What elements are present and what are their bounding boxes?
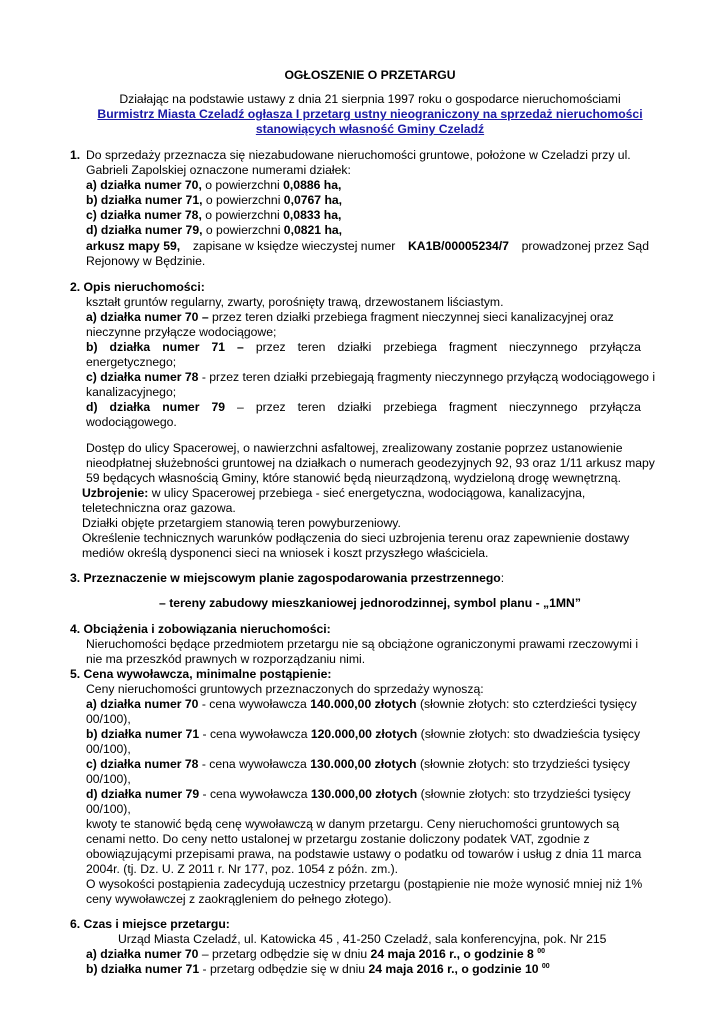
zoning-purpose: – tereny zabudowy mieszkaniowej jednorodzinnej, symbol planu - „1MN” <box>159 596 581 610</box>
plot-area-item: b) działka numer 71, o powierzchni 0,0767 ha, <box>86 193 343 207</box>
section-5-line: cenami netto. Do ceny netto ustalonej w przetargu zostanie doliczony podatek VAT, zgodnie z <box>86 832 590 846</box>
price-item-cont: 00/100), <box>86 742 131 756</box>
price-item: d) działka numer 79 - cena wywoławcza 130.000,00 złotych (słownie złotych: sto trzydzieści tysięcy <box>86 787 631 801</box>
section-2-heading: 2. Opis nieruchomości: <box>70 280 205 294</box>
plot-description: b) działka numer 71 – przez teren działki przebiega fragment nieczynnego przyłącza <box>86 340 641 354</box>
auction-place: Urząd Miasta Czeladź, ul. Katowicka 45 , 41-250 Czeladź, sala konferencyjna, pok. Nr 215 <box>118 932 607 946</box>
plot-description: c) działka numer 78 - przez teren działki przebiegają fragmenty nieczynnego przyłączą wodociągowego i <box>86 370 656 384</box>
section-6-heading: 6. Czas i miejsce przetargu: <box>70 917 230 931</box>
section-5-line: obowiązującymi przepisami prawa, na podstawie ustawy o podatku od towarów i usług z dnia 11 marca <box>86 847 642 861</box>
section-1-line: Do sprzedaży przeznacza się niezabudowane nieruchomości gruntowe, położone w Czeladzi przy ul. <box>86 148 631 162</box>
price-item: a) działka numer 70 - cena wywoławcza 140.000,00 złotych (słownie złotych: sto czterdzieści tysięcy <box>86 697 637 711</box>
document-title: OGŁOSZENIE O PRZETARGU <box>284 68 456 82</box>
plot-area-item: d) działka numer 79, o powierzchni 0,0821 ha, <box>86 223 343 237</box>
land-register-line: arkusz mapy 59, zapisane w księdze wieczystej numer KA1B/00005234/7 prowadzonej przez Sąd <box>86 239 649 253</box>
price-item-cont: 00/100), <box>86 712 131 726</box>
section-5-line: 2004r. (tj. Dz. U. Z 2011 r. Nr 177, poz. 1054 z późn. zm.). <box>86 862 399 876</box>
section-2-line: Określenie technicznych warunków podłączenia do sieci uzbrojenia terenu oraz zapewnienie dostawy <box>82 531 630 545</box>
plot-area-item: a) działka numer 70, o powierzchni 0,0886 ha, <box>86 178 342 192</box>
section-3-heading: 3. Przeznaczenie w miejscowym planie zagospodarowania przestrzennego: <box>70 571 505 585</box>
intro-line: Działając na podstawie ustawy z dnia 21 sierpnia 1997 roku o gospodarce nieruchomościami <box>119 92 621 106</box>
section-4-line: Nieruchomości będące przedmiotem przetargu nie są obciążone ograniczonymi prawami rzeczowymi i <box>86 637 639 651</box>
section-5-line: kwoty te stanowić będą cenę wywoławczą w danym przetargu. Ceny nieruchomości gruntowych są <box>86 817 620 831</box>
plot-description: a) działka numer 70 – przez teren działki przebiega fragment nieczynnej sieci kanalizacyjnej oraz <box>86 310 614 324</box>
section-2-line: 59 będących własnością Gminy, które stanowić będą nieurządzoną, wydzieloną drogę wewnętrzną. <box>86 471 621 485</box>
section-1-line: Gabrieli Zapolskiej oznaczone numerami działek: <box>86 163 351 177</box>
section-1-number: 1. <box>70 148 81 162</box>
section-2-line: energetycznego; <box>86 355 177 369</box>
section-2-line: kształt gruntów regularny, zwarty, porośnięty trawą, drzewostanem liściastym. <box>86 295 504 309</box>
section-4-line: nie ma przeszkód prawnych w rozporządzaniu nimi. <box>86 652 366 666</box>
section-2-line: Dostęp do ulicy Spacerowej, o nawierzchni asfaltowej, zrealizowany zostanie poprzez ustanowienie <box>86 441 623 455</box>
section-2-line: nieodpłatnej służebności gruntowej na działkach o numerach geodezyjnych 92, 93 oraz 1/11 arkusz mapy <box>86 456 655 470</box>
section-5-line: Ceny nieruchomości gruntowych przeznaczonych do sprzedaży wynoszą: <box>86 682 484 696</box>
price-item: c) działka numer 78 - cena wywoławcza 130.000,00 złotych (słownie złotych: sto trzydzieści tysięcy <box>86 757 630 771</box>
price-item: b) działka numer 71 - cena wywoławcza 120.000,00 złotych (słownie złotych: sto dwadzieścia tysięcy <box>86 727 641 741</box>
section-4-heading: 4. Obciążenia i zobowiązania nieruchomości: <box>70 622 331 636</box>
section-5-heading: 5. Cena wywoławcza, minimalne postąpienie: <box>70 667 332 681</box>
auction-time: a) działka numer 70 – przetarg odbędzie się w dniu 24 maja 2016 r., o godzinie 8 $^{00}$ <box>86 947 545 961</box>
announcement-link-cont[interactable]: stanowiących własność Gminy Czeladź <box>255 122 485 136</box>
price-item-cont: 00/100), <box>86 802 131 816</box>
announcement-link[interactable]: Burmistrz Miasta Czeladź ogłasza I przetarg ustny nieograniczony na sprzedaż nieruchomości <box>97 107 643 121</box>
auction-time: b) działka numer 71 - przetarg odbędzie się w dniu 24 maja 2016 r., o godzinie 10 $^{00}$ <box>86 962 550 976</box>
utilities-line: Uzbrojenie: w ulicy Spacerowej przebiega - sieć energetyczna, wodociągowa, kanalizacyjna, <box>82 486 586 500</box>
section-2-line: teletechniczna oraz gazowa. <box>82 501 236 515</box>
plot-area-item: c) działka numer 78, o powierzchni 0,0833 ha, <box>86 208 342 222</box>
section-2-line: mediów określą dysponenci sieci na wniosek i koszt przyszłego właściciela. <box>82 546 489 560</box>
section-2-line: Działki objęte przetargiem stanowią teren powyburzeniowy. <box>82 516 401 530</box>
section-2-line: nieczynne przyłącze wodociągowe; <box>86 325 277 339</box>
section-1-line: Rejonowy w Będzinie. <box>86 254 206 268</box>
section-5-line: O wysokości postąpienia zadecydują uczestnicy przetargu (postąpienie nie może wynosić mniej niż 1% <box>86 877 643 891</box>
section-2-line: kanalizacyjnego; <box>86 385 177 399</box>
section-2-line: wodociągowego. <box>86 415 177 429</box>
plot-description: d) działka numer 79 – przez teren działki przebiega fragment nieczynnego przyłącza <box>86 400 641 414</box>
section-5-line: ceny wywoławczej z zaokrągleniem do pełnego złotego). <box>86 892 392 906</box>
price-item-cont: 00/100), <box>86 772 131 786</box>
